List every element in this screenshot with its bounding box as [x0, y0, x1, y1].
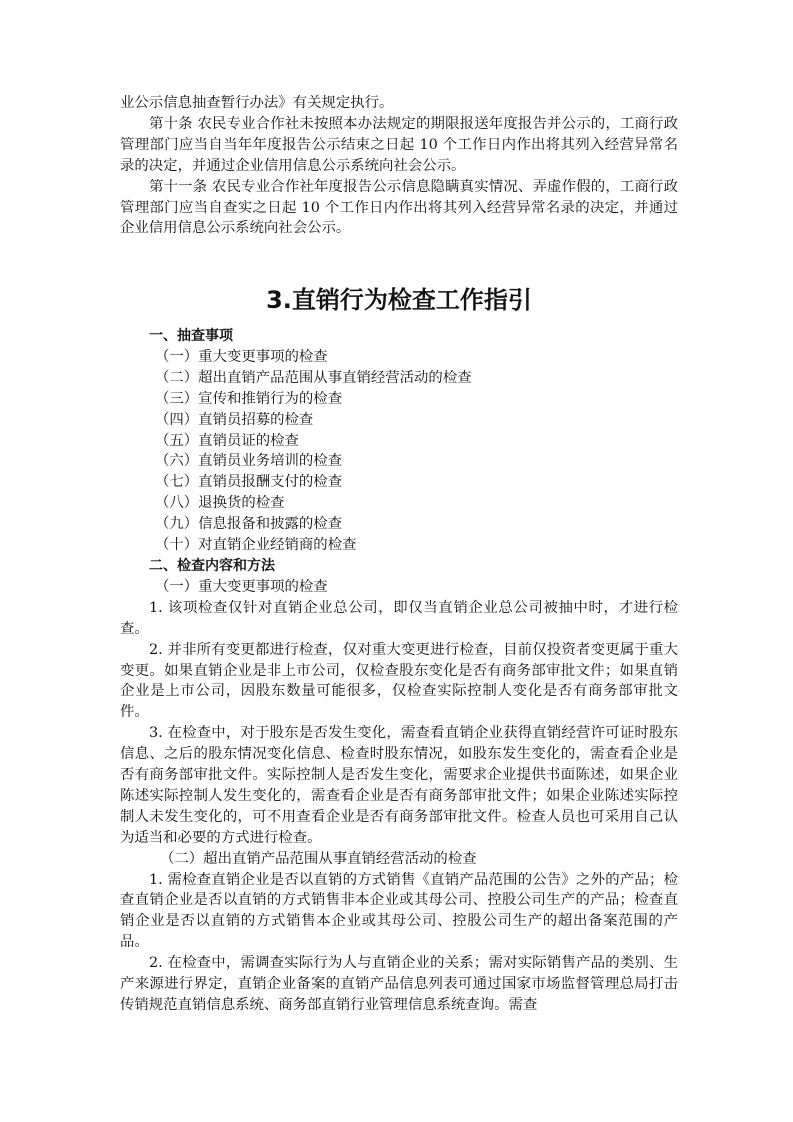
inspection-items-list [120, 347, 678, 556]
sub1-paragraph-2: 2. 并非所有变更都进行检查，仅对重大变更进行检查，目前仅投资者变更属于重大变更。如果直销企业是非上市公司，仅检查股东变化是否有商务部审批文件；如果直销企业是上市公司，因股东数量可能很多，仅检查实际控制人变化是否有商务部审批文件。 [120, 641, 678, 721]
article-11-paragraph: 第十一条 农民专业合作社年度报告公示信息隐瞒真实情况、弄虚作假的，工商行政管理部门应当自查实之日起 10 个工作日内作出将其列入经营异常名录的决定，并通过企业信用信息公示系统向社会公示。 [120, 178, 678, 237]
list-item: （十）对直销企业经销商的检查 [155, 537, 357, 554]
list-item: （一）重大变更事项的检查 [155, 348, 328, 365]
sub1-heading: （一）重大变更事项的检查 [155, 578, 328, 595]
list-item: （六）直销员业务培训的检查 [155, 453, 343, 470]
list-item: （八）退换货的检查 [155, 495, 285, 512]
list-item: （二）超出直销产品范围从事直销经营活动的检查 [155, 369, 472, 386]
sub1-paragraph-3: 3. 在检查中，对于股东是否发生变化，需查看直销企业获得直销经营许可证时股东信息、之后的股东情况变化信息、检查时股东情况，如股东发生变化的，需查看企业是否有商务部审批文件。实际控制人是否发生变化，需要求企业提供书面陈述，如果企业陈述实际控制人发生变化的，需查看企业是否有商务部审批文件；如果企业陈述实际控制人未发生变化的，可不用查看企业是否有商务部审批文件。检查人员也可采用自己认为适当和必要的方式进行检查。 [120, 725, 678, 846]
list-item: （九）信息报备和披露的检查 [155, 516, 343, 533]
part1-heading: 一、抽查事项 [149, 328, 233, 344]
list-item: （五）直销员证的检查 [155, 432, 299, 449]
list-item: （三）宣传和推销行为的检查 [155, 390, 343, 407]
list-item: （七）直销员报酬支付的检查 [155, 474, 343, 491]
sub2-paragraph-2: 2. 在检查中，需调查实际行为人与直销企业的关系；需对实际销售产品的类别、生产来源进行界定，直销企业备案的直销产品信息列表可通过国家市场监督管理总局打击传销规范直销信息系统、商务部直销行业管理信息系统查询。需查 [120, 955, 678, 1013]
sub2-heading: （二）超出直销产品范围从事直销经营活动的检查 [160, 850, 477, 867]
section-title: 3.直销行为检查工作指引 [266, 286, 532, 314]
list-item: （四）直销员招募的检查 [155, 411, 314, 428]
sub2-paragraph-1: 1. 需检查直销企业是否以直销的方式销售《直销产品范围的公告》之外的产品；检查直销企业是否以直销的方式销售非本企业或其母公司、控股公司生产的产品；检查直销企业是否以直销的方式销售本企业或其母公司、控股公司生产的超出备案范围的产品。 [120, 871, 678, 951]
part2-heading: 二、检查内容和方法 [149, 557, 275, 574]
intro-paragraph-continuation: 业公示信息抽查暂行办法》有关规定执行。 [120, 95, 394, 111]
article-10-paragraph: 第十条 农民专业合作社未按照本办法规定的期限报送年度报告并公示的，工商行政管理部门应当自当年年度报告公示结束之日起 10 个工作日内作出将其列入经营异常名录的决定，并通过企业信用信息公示系统向社会公示。 [120, 115, 678, 174]
sub1-paragraph-1: 1. 该项检查仅针对直销企业总公司，即仅当直销企业总公司被抽中时，才进行检查。 [120, 599, 678, 637]
section-body [120, 326, 678, 1016]
intro-block [120, 93, 678, 239]
